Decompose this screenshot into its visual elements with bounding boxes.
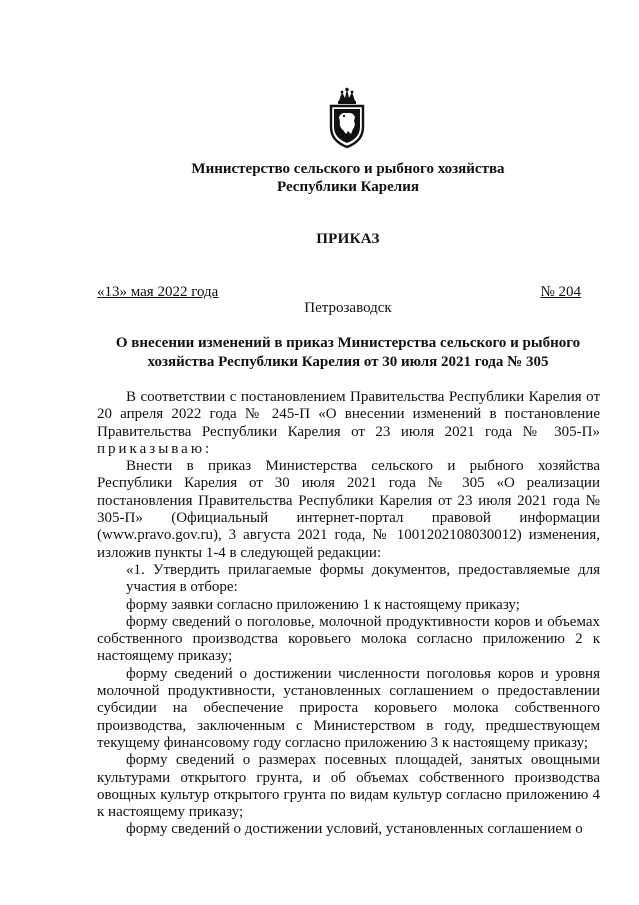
paragraph-form-application: форму заявки согласно приложению 1 к настоящему приказу;: [126, 596, 520, 613]
paragraph-form-vegetables: форму сведений о размерах посевных площадей, занятых овощными культурами открытого грунта, и об объемах собственного производства овощных культур открытого грунта по видам культур согласно приложению 4 к настоящему приказу;: [97, 752, 600, 821]
subject-line-1: О внесении изменений в приказ Министерства сельского и рыбного: [115, 335, 581, 351]
order-number: № 204: [540, 284, 581, 300]
preamble-order-word: приказываю:: [97, 440, 213, 457]
ministry-heading: [0, 160, 639, 196]
document-type-title: ПРИКАЗ: [316, 231, 380, 247]
order-city: Петрозаводск: [304, 300, 392, 316]
paragraph-item-1: «1. Утвердить прилагаемые формы документов, предоставляемые для участия в отборе:: [126, 561, 600, 596]
order-subject: [0, 334, 639, 372]
paragraph-amendment: Внести в приказ Министерства сельского и рыбного хозяйства Республики Карелия от 30 июля 2021 года № 305 «О реализации постановления Правительства Республики Карелия от 23 июля 2021 года № 305-П» (Официальный интернет-портал правовой информации (www.pravo.gov.ru), 3 августа 2021 года, № 1001202108030012) изменения, изложив пункты 1-4 в следующей редакции:: [97, 458, 600, 561]
order-date: «13» мая 2022 года: [97, 284, 219, 300]
subject-line-2: хозяйства Республики Карелия от 30 июля 2021 года № 305: [147, 354, 549, 370]
paragraph-form-livestock: форму сведений о поголовье, молочной продуктивности коров и объемах собственного производства коровьего молока согласно приложению 2 к настоящему приказу;: [97, 613, 600, 665]
paragraph-form-conditions: форму сведений о достижении условий, установленных соглашением о: [126, 821, 583, 838]
karelia-coat-of-arms-icon: [325, 87, 369, 149]
ministry-line-1: Министерство сельского и рыбного хозяйства: [191, 161, 505, 177]
paragraph-preamble: [97, 389, 600, 458]
ministry-line-2: Республики Карелия: [277, 179, 419, 195]
paragraph-form-achievement: форму сведений о достижении численности поголовья коров и уровня молочной продуктивности, установленных соглашением о предоставлении субсидии на обеспечение прироста коровьего молока собственного производства, заключенным с Министерством в году, предшествующем текущему финансовому году согласно приложению 3 к настоящему приказу;: [97, 665, 600, 751]
order-body: [97, 389, 600, 839]
preamble-text: В соответствии с постановлением Правительства Республики Карелия от 20 апреля 2022 года № 245-П «О внесении изменений в постановление Правительства Республики Карелия от 23 июля 2021 года № 305-П»: [97, 389, 600, 440]
